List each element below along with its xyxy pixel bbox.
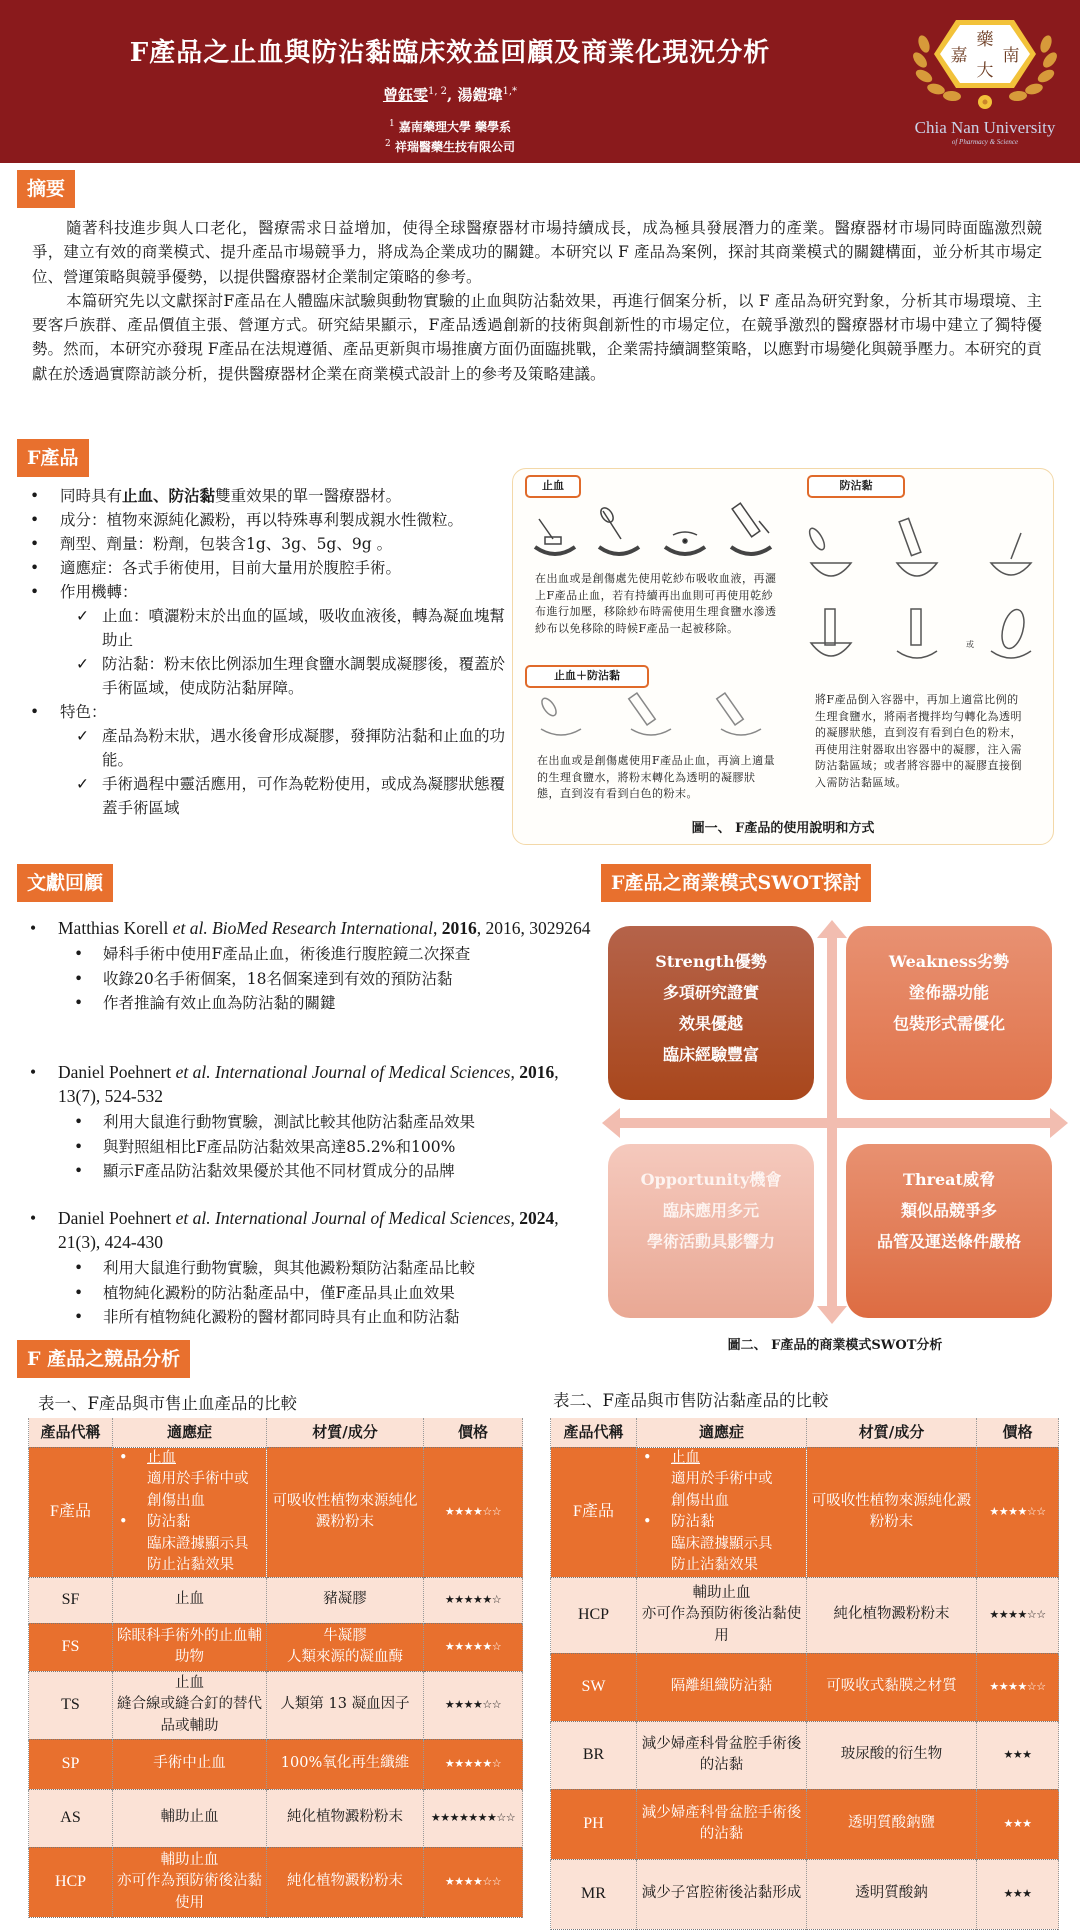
fproduct-item-bold: 防沾黏 — [168, 486, 216, 505]
affiliation-2-text: 祥瑞醫藥生技有限公司 — [394, 140, 515, 154]
poster-title: F產品之止血與防沾黏臨床效益回顧及商業化現況分析 — [129, 38, 771, 68]
university-logo — [900, 14, 1070, 154]
author-2-affil: 1,* — [502, 86, 518, 97]
author-1: 曾鈺雯 — [382, 86, 428, 104]
product-price-stars: ★★★★★☆ — [424, 1577, 523, 1623]
column-header: 價格 — [424, 1418, 523, 1447]
product-indication: 手術中止血 — [113, 1739, 267, 1789]
ref-details: , 21(3), 424-430 — [58, 1208, 559, 1252]
reference-point: • 利用大鼠進行動物實驗，與其他澱粉類防沾黏產品比較 — [30, 1256, 600, 1281]
author-1-affil: 1, 2 — [427, 86, 448, 97]
product-code: F產品 — [551, 1447, 637, 1577]
indication-line: 臨床證據顯示具 — [671, 1535, 773, 1552]
authors — [0, 84, 900, 105]
swot-weakness-item: 包裝形式需優化 — [892, 1014, 1005, 1033]
product-code: HCP — [29, 1847, 113, 1917]
product-material: 純化植物澱粉粉末 — [267, 1789, 424, 1847]
product-indication: 減少子宮腔術後沾黏形成 — [637, 1859, 807, 1929]
table-row — [551, 1447, 1059, 1577]
affiliation-1-text: 嘉南藥理大學 藥學系 — [398, 120, 512, 134]
swot-threat-title: Threat威脅 — [903, 1170, 995, 1189]
ref-details: , 2016, 3029264 — [476, 918, 591, 938]
table-row — [29, 1789, 523, 1847]
swot-threat-item: 類似品競爭多 — [900, 1201, 997, 1220]
indication-line: 創傷出血 — [147, 1492, 205, 1509]
reference-citation — [30, 1206, 600, 1254]
table-row — [29, 1847, 523, 1917]
hemostasis-comparison-table — [28, 1418, 523, 1918]
figure-usage-instructions — [512, 468, 1054, 845]
swot-weakness — [846, 926, 1052, 1100]
laurel-emblem-icon — [900, 14, 1070, 118]
swot-opportunity-item: 臨床應用多元 — [662, 1201, 759, 1220]
indication-bullet: 防沾黏 — [671, 1514, 715, 1530]
fproduct-subitem: ✓ 產品為粉末狀，遇水後會形成凝膠，發揮防沾黏和止血的功能。 — [30, 724, 505, 772]
fproduct-item: • 作用機轉： — [30, 580, 505, 604]
author-2: 湯鎧瑋 — [457, 86, 503, 104]
fproduct-list — [30, 484, 505, 820]
product-price-stars: ★★★★★☆ — [424, 1739, 523, 1789]
fproduct-subitem: ✓ 止血：噴灑粉末於出血的區域，吸收血液後，轉為凝血塊幫助止 — [30, 604, 505, 652]
indication-line: 防止沾黏效果 — [147, 1557, 234, 1573]
section-abstract-heading: 摘要 — [17, 170, 75, 208]
table-row — [29, 1623, 523, 1671]
ref-sep: , — [510, 1208, 520, 1228]
product-indication: 減少婦產科骨盆腔手術後的沾黏 — [637, 1721, 807, 1789]
abstract-paragraph-1: 隨著科技進步與人口老化，醫療需求日益增加，使得全球醫療器材市場持續成長，成為極具發展潛力的產業。醫療器材市場同時面臨激烈競爭，建立有效的商業模式、提升產品市場競爭力，將成為企業成功的關鍵。本研究以 F 產品為案例，探討其商業模式的關鍵構面，並分析其市場定位、營運策略與競爭優勢，以提供醫療器材企業制定策略的參考。 — [32, 219, 1042, 286]
ref-author: Matthias Korell — [58, 918, 173, 938]
ref-journal: et al. BioMed Research International — [172, 918, 434, 938]
fproduct-item-text: 雙重效果的單一醫療器材。 — [215, 487, 402, 505]
column-header: 適應症 — [637, 1418, 807, 1447]
ref-year: 2016 — [519, 1062, 555, 1082]
swot-opportunity-item: 學術活動具影響力 — [646, 1232, 775, 1251]
abstract-body — [32, 216, 1042, 386]
fproduct-item-bold: 、 — [153, 486, 169, 505]
figure-text-hemostasis: 在出血或是創傷處先使用乾紗布吸收血液，再灑上F產品止血，若有持續再出血則可再使用乾紗布進行加壓，移除紗布時需使用生理食鹽水滲透紗布以免移除的時候F產品一起被移除。 — [535, 572, 777, 635]
affiliation-2 — [0, 138, 900, 155]
product-code: SF — [29, 1577, 113, 1623]
indication-bullet: 防沾黏 — [147, 1514, 191, 1530]
product-indication: 止血 — [113, 1577, 267, 1623]
fproduct-item: • 適應症：各式手術使用，目前大量用於腹腔手術。 — [30, 556, 505, 580]
abstract-paragraph-2: 本篇研究先以文獻探討F產品在人體臨床試驗與動物實驗的止血與防沾黏效果，再進行個案分析，以 F 產品為研究對象，分析其市場環境、主要客戶族群、產品價值主張、營運方式。研究結果顯示，F產品透過創新的技術與創新性的市場定位，在競爭激烈的醫療器材市場中建立了獨特優勢。然而，本研究亦發現 F產品在法規遵循、產品更新與市場推廣方面仍面臨挑戰，企業需持續調整策略，以應對市場變化與競爭壓力。本研究的貢獻在於透過實際訪談分析，提供醫療器材企業在商業模式設計上的參考及策略建議。 — [32, 291, 1042, 383]
product-material: 豬凝膠 — [267, 1577, 424, 1623]
product-code: TS — [29, 1671, 113, 1739]
product-indication: 隔離組織防沾黏 — [637, 1653, 807, 1721]
swot-threat-item: 品管及運送條件嚴格 — [876, 1232, 1021, 1251]
reference-point: • 收錄20名手術個案，18名個案達到有效的預防沾黏 — [30, 967, 600, 992]
table-row — [29, 1447, 523, 1577]
logo-char-4: 大 — [976, 61, 994, 81]
product-indication — [113, 1447, 267, 1577]
combined-illustration-icon — [535, 691, 775, 741]
ref-sep: , — [433, 918, 442, 938]
affiliation-1 — [0, 118, 900, 135]
swot-weakness-item: 塗佈器功能 — [908, 983, 989, 1002]
fproduct-subitem: ✓ 防沾黏：粉末依比例添加生理食鹽水調製成凝膠後，覆蓋於手術區域，使成防沾黏屏障。 — [30, 652, 505, 700]
swot-strength — [608, 926, 814, 1100]
table-row — [551, 1721, 1059, 1789]
author-separator: , — [447, 86, 458, 104]
table-row — [29, 1577, 523, 1623]
table-row — [29, 1671, 523, 1739]
fproduct-item-text: 同時具有 — [60, 487, 123, 505]
column-header: 產品代稱 — [551, 1418, 637, 1447]
reference-point: • 非所有植物純化澱粉的醫材都同時具有止血和防沾黏 — [30, 1305, 600, 1330]
product-code: F產品 — [29, 1447, 113, 1577]
swot-diagram — [600, 918, 1070, 1353]
figure-text-antiadhesion: 將F產品倒入容器中，再加上適當比例的生理食鹽水，將兩者攪拌均勻轉化為透明的凝膠狀態，直到沒有看到白色的粉末，再使用注射器取出容器中的凝膠，注入需防沾黏區域；或者將容器中的凝膠直接倒入需防沾黏區域。 — [815, 693, 1022, 789]
reference-point: • 作者推論有效止血為防沾黏的關鍵 — [30, 991, 600, 1016]
hemostasis-illustration-icon — [527, 499, 787, 559]
product-price-stars: ★★★★★☆ — [424, 1623, 523, 1671]
product-price-stars: ★★★★☆☆ — [977, 1447, 1059, 1577]
fproduct-subitem: ✓ 手術過程中靈活應用，可作為乾粉使用，或成為凝膠狀態覆蓋手術區域 — [30, 772, 505, 820]
swot-threat — [846, 1144, 1052, 1318]
product-code: FS — [29, 1623, 113, 1671]
figure-or-mark: 或 — [966, 640, 974, 649]
table-row — [551, 1577, 1059, 1653]
fproduct-item: • 成分：植物來源純化澱粉，再以特殊專利製成親水性微粒。 — [30, 508, 505, 532]
product-material: 100%氧化再生纖維 — [267, 1739, 424, 1789]
reference-point: • 婦科手術中使用F產品止血，術後進行腹腔鏡二次探查 — [30, 942, 600, 967]
figure-1-caption: 圖一、 F產品的使用說明和方式 — [691, 821, 875, 836]
swot-strength-item: 多項研究證實 — [662, 983, 759, 1002]
logo-university-subtitle: of Pharmacy & Science — [951, 138, 1019, 146]
section-fproduct-heading: F產品 — [17, 439, 89, 477]
ref-journal: et al. International Journal of Medical Sciences — [175, 1062, 511, 1082]
literature-ref — [30, 1206, 600, 1330]
ref-journal: et al. International Journal of Medical Sciences — [175, 1208, 511, 1228]
swot-opportunity — [608, 1144, 814, 1318]
affiliation-1-num: 1 — [388, 119, 395, 129]
logo-university-name: Chia Nan University — [914, 118, 1056, 137]
antiadhesion-illustration-icon — [805, 513, 1045, 673]
column-header: 價格 — [977, 1418, 1059, 1447]
column-header: 材質/成分 — [267, 1418, 424, 1447]
product-indication: 輔助止血 亦可作為預防術後沾黏使用 — [113, 1847, 267, 1917]
product-material: 可吸收性植物來源純化澱粉粉末 — [267, 1447, 424, 1577]
table-row — [551, 1859, 1059, 1929]
product-code: BR — [551, 1721, 637, 1789]
product-indication — [637, 1447, 807, 1577]
product-material: 透明質酸鈉鹽 — [807, 1789, 977, 1859]
ref-details: , 13(7), 524-532 — [58, 1062, 559, 1106]
product-material: 可吸收性植物來源純化澱粉粉末 — [807, 1447, 977, 1577]
reference-point: • 與對照組相比F產品防沾黏效果高達85.2%和100% — [30, 1135, 600, 1160]
reference-point: • 顯示F產品防沾黏效果優於其他不同材質成分的品牌 — [30, 1159, 600, 1184]
product-code: AS — [29, 1789, 113, 1847]
swot-strength-title: Strength優勢 — [655, 952, 767, 971]
affiliation-2-num: 2 — [385, 139, 391, 149]
product-indication: 輔助止血 亦可作為預防術後沾黏使用 — [637, 1577, 807, 1653]
column-header: 適應症 — [113, 1418, 267, 1447]
swot-opportunity-title: Opportunity機會 — [640, 1170, 782, 1189]
fproduct-item-bold: 止血 — [122, 486, 154, 505]
product-material: 純化植物澱粉粉末 — [807, 1577, 977, 1653]
ref-year: 2024 — [519, 1208, 555, 1228]
fproduct-item: • 特色： — [30, 700, 505, 724]
figure-label-antiadhesion: 防沾黏 — [807, 475, 905, 498]
section-competitor-heading: F 產品之競品分析 — [17, 1340, 190, 1378]
product-price-stars: ★★★★☆☆ — [424, 1847, 523, 1917]
product-price-stars: ★★★ — [977, 1859, 1059, 1929]
figure-label-hemostasis: 止血 — [525, 475, 581, 498]
product-code: HCP — [551, 1577, 637, 1653]
product-material: 可吸收式黏膜之材質 — [807, 1653, 977, 1721]
logo-char-2: 嘉 — [950, 46, 968, 66]
logo-char-1: 藥 — [976, 30, 994, 50]
product-price-stars: ★★★★☆☆ — [424, 1447, 523, 1577]
product-material: 玻尿酸的衍生物 — [807, 1721, 977, 1789]
reference-point: • 植物純化澱粉的防沾黏產品中，僅F產品具止血效果 — [30, 1281, 600, 1306]
column-header: 產品代稱 — [29, 1418, 113, 1447]
ref-author: Daniel Poehnert — [58, 1062, 176, 1082]
indication-line: 防止沾黏效果 — [671, 1557, 758, 1573]
product-code: SP — [29, 1739, 113, 1789]
indication-line: 適用於手術中或 — [147, 1471, 249, 1487]
figure-text-both: 在出血或是創傷處使用F產品止血，再滴上適量的生理食鹽水，將粉末轉化為透明的凝膠狀態，直到沒有看到白色的粉末。 — [537, 754, 776, 800]
logo-char-3: 南 — [1002, 46, 1020, 66]
ref-author: Daniel Poehnert — [58, 1208, 176, 1228]
product-price-stars: ★★★★☆☆ — [977, 1653, 1059, 1721]
ref-sep: , — [510, 1062, 520, 1082]
product-material: 透明質酸鈉 — [807, 1859, 977, 1929]
figure-label-both: 止血＋防沾黏 — [525, 665, 649, 688]
product-code: SW — [551, 1653, 637, 1721]
section-literature-heading: 文獻回顧 — [17, 864, 113, 902]
figure-2-caption: 圖二、 F產品的商業模式SWOT分析 — [727, 1338, 943, 1353]
antiadhesion-comparison-table — [550, 1418, 1059, 1930]
indication-line: 臨床證據顯示具 — [147, 1535, 249, 1552]
indication-line: 創傷出血 — [671, 1492, 729, 1509]
swot-strength-item: 效果優越 — [678, 1014, 743, 1033]
product-material: 人類第 13 凝血因子 — [267, 1671, 424, 1739]
product-material: 純化植物澱粉粉末 — [267, 1847, 424, 1917]
indication-bullet: 止血 — [147, 1449, 176, 1466]
ref-year: 2016 — [441, 918, 477, 938]
reference-citation — [30, 1060, 600, 1108]
indication-bullet: 止血 — [671, 1449, 700, 1466]
product-material: 牛凝膠 人類來源的凝血酶 — [267, 1623, 424, 1671]
table-2-caption: 表二、F產品與市售防沾黏產品的比較 — [553, 1391, 829, 1410]
product-price-stars: ★★★ — [977, 1789, 1059, 1859]
table-row — [551, 1653, 1059, 1721]
indication-line: 適用於手術中或 — [671, 1471, 773, 1487]
product-price-stars: ★★★★★★★☆☆ — [424, 1789, 523, 1847]
product-price-stars: ★★★★☆☆ — [424, 1671, 523, 1739]
literature-ref — [30, 1060, 600, 1184]
product-price-stars: ★★★ — [977, 1721, 1059, 1789]
product-code: MR — [551, 1859, 637, 1929]
product-price-stars: ★★★★☆☆ — [977, 1577, 1059, 1653]
table-row — [29, 1739, 523, 1789]
fproduct-item: • 劑型、劑量：粉劑，包裝含1g、3g、5g、9g 。 — [30, 532, 505, 556]
table-1-caption: 表一、F產品與市售止血產品的比較 — [38, 1394, 297, 1413]
product-code: PH — [551, 1789, 637, 1859]
product-indication: 止血 縫合線或縫合釘的替代品或輔助 — [113, 1671, 267, 1739]
literature-ref — [30, 916, 600, 1016]
poster-header — [0, 0, 1080, 163]
product-indication: 減少婦產科骨盆腔手術後的沾黏 — [637, 1789, 807, 1859]
reference-citation — [30, 916, 600, 940]
product-indication: 輔助止血 — [113, 1789, 267, 1847]
product-indication: 除眼科手術外的止血輔助物 — [113, 1623, 267, 1671]
section-swot-heading: F產品之商業模式SWOT探討 — [601, 864, 871, 902]
swot-strength-item: 臨床經驗豐富 — [662, 1045, 759, 1064]
table-row — [551, 1789, 1059, 1859]
reference-point: • 利用大鼠進行動物實驗，測試比較其他防沾黏產品效果 — [30, 1110, 600, 1135]
column-header: 材質/成分 — [807, 1418, 977, 1447]
swot-weakness-title: Weakness劣勢 — [888, 952, 1010, 971]
fproduct-item — [30, 484, 505, 508]
